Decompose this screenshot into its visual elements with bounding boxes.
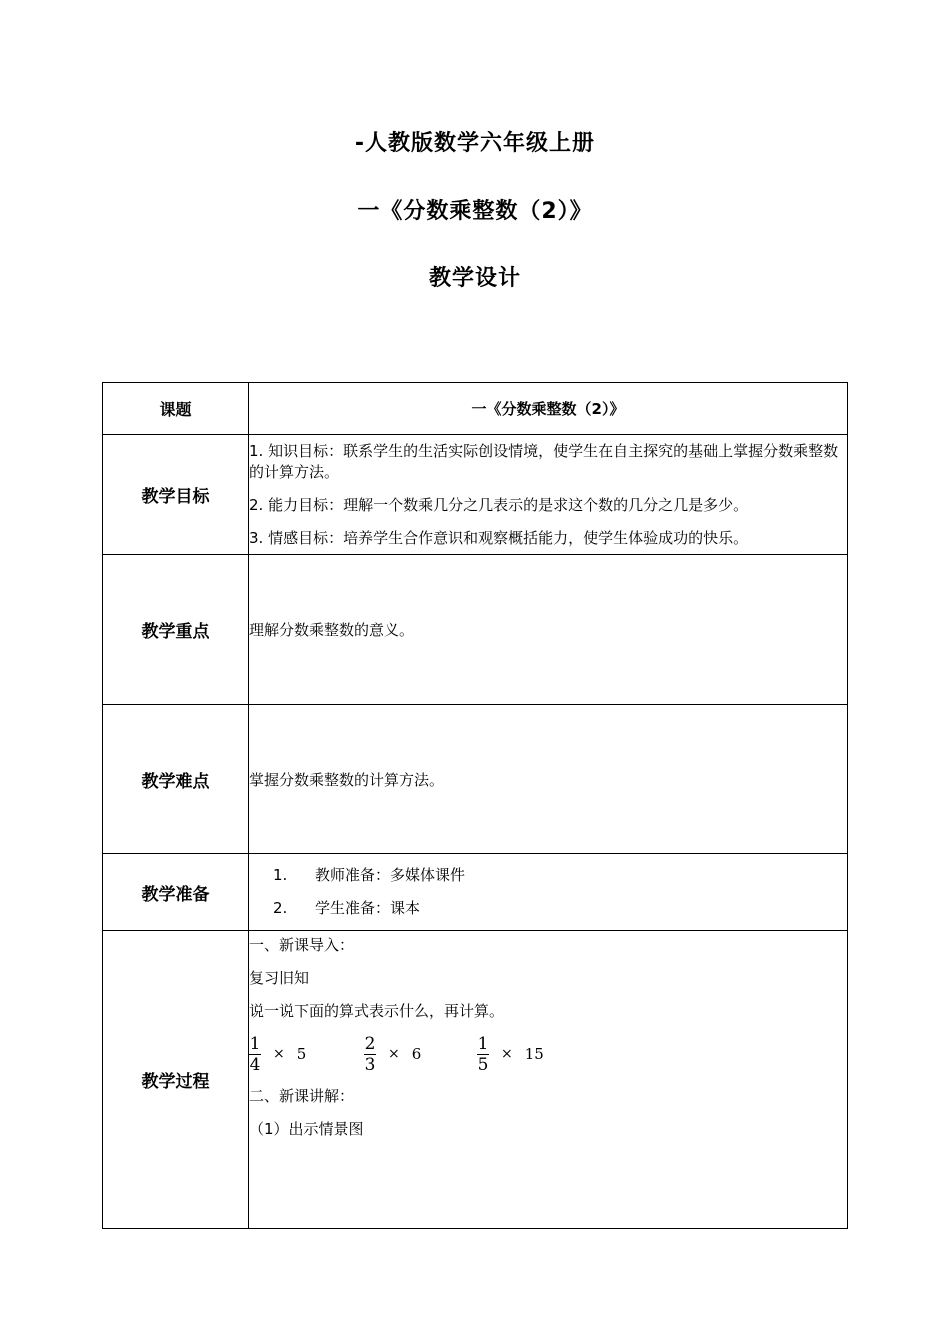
- fraction: [477, 1034, 489, 1075]
- list-text: 教师准备：多媒体课件: [315, 866, 466, 884]
- row-process: [103, 931, 848, 1229]
- list-number: 1.: [273, 866, 288, 884]
- process-line: 说一说下面的算式表示什么，再计算。: [249, 1002, 505, 1020]
- process-label: 教学过程: [103, 931, 249, 1229]
- difficulty-value: 掌握分数乘整数的计算方法。: [249, 705, 848, 854]
- process-line: 二、新课讲解：: [249, 1087, 355, 1105]
- expression: [249, 1034, 364, 1075]
- list-number: 2.: [273, 899, 288, 917]
- fraction-numerator: 2: [364, 1033, 376, 1054]
- multiply-sign: ×: [388, 1046, 400, 1062]
- process-line: 一、新课导入：: [249, 936, 355, 954]
- list-item: [249, 865, 847, 886]
- fraction: [364, 1034, 376, 1075]
- document-title-line-3: 教学设计: [428, 266, 521, 291]
- key-point-value: 理解分数乘整数的意义。: [249, 555, 848, 705]
- fraction: [249, 1034, 261, 1075]
- preparation-list: [249, 865, 847, 919]
- row-preparation: [103, 854, 848, 931]
- preparation-label: 教学准备: [103, 854, 249, 931]
- topic-label: 课题: [103, 383, 249, 435]
- row-difficulty: [103, 705, 848, 854]
- factor: 15: [524, 1045, 544, 1063]
- fraction-denominator: 3: [364, 1054, 376, 1075]
- objectives-content: [249, 435, 848, 555]
- lesson-plan-table: [102, 382, 848, 1229]
- key-point-label: 教学重点: [103, 555, 249, 705]
- row-topic: [103, 383, 848, 435]
- fraction-numerator: 1: [249, 1033, 261, 1054]
- process-content: [249, 931, 848, 1229]
- process-line: （1）出示情景图: [249, 1120, 364, 1138]
- difficulty-label: 教学难点: [103, 705, 249, 854]
- objective-item: 3. 情感目标：培养学生合作意识和观察概括能力，使学生体验成功的快乐。: [249, 528, 749, 547]
- expression: [477, 1034, 544, 1075]
- expression: [364, 1034, 477, 1075]
- factor: 6: [411, 1045, 422, 1063]
- row-key-point: [103, 555, 848, 705]
- list-text: 学生准备：课本: [315, 899, 421, 917]
- row-objectives: [103, 435, 848, 555]
- factor: 5: [296, 1045, 307, 1063]
- fraction-numerator: 1: [477, 1033, 489, 1054]
- objective-item: 1. 知识目标：联系学生的生活实际创设情境，使学生在自主探究的基础上掌握分数乘整数的计算方法。: [249, 441, 839, 481]
- multiply-sign: ×: [273, 1046, 285, 1062]
- multiply-sign: ×: [501, 1046, 513, 1062]
- objectives-label: 教学目标: [103, 435, 249, 555]
- document-title-line-1: -人教版数学六年级上册: [354, 131, 596, 156]
- topic-value: 一《分数乘整数（2）》: [249, 383, 848, 435]
- fraction-denominator: 5: [477, 1054, 489, 1075]
- fraction-denominator: 4: [249, 1054, 261, 1075]
- preparation-content: [249, 854, 848, 931]
- process-line: 复习旧知: [249, 969, 310, 987]
- list-item: [249, 898, 847, 919]
- objective-item: 2. 能力目标：理解一个数乘几分之几表示的是求这个数的几分之几是多少。: [249, 495, 749, 514]
- expression-row: [249, 1032, 847, 1076]
- document-title-line-2: 一《分数乘整数（2）》: [357, 199, 593, 224]
